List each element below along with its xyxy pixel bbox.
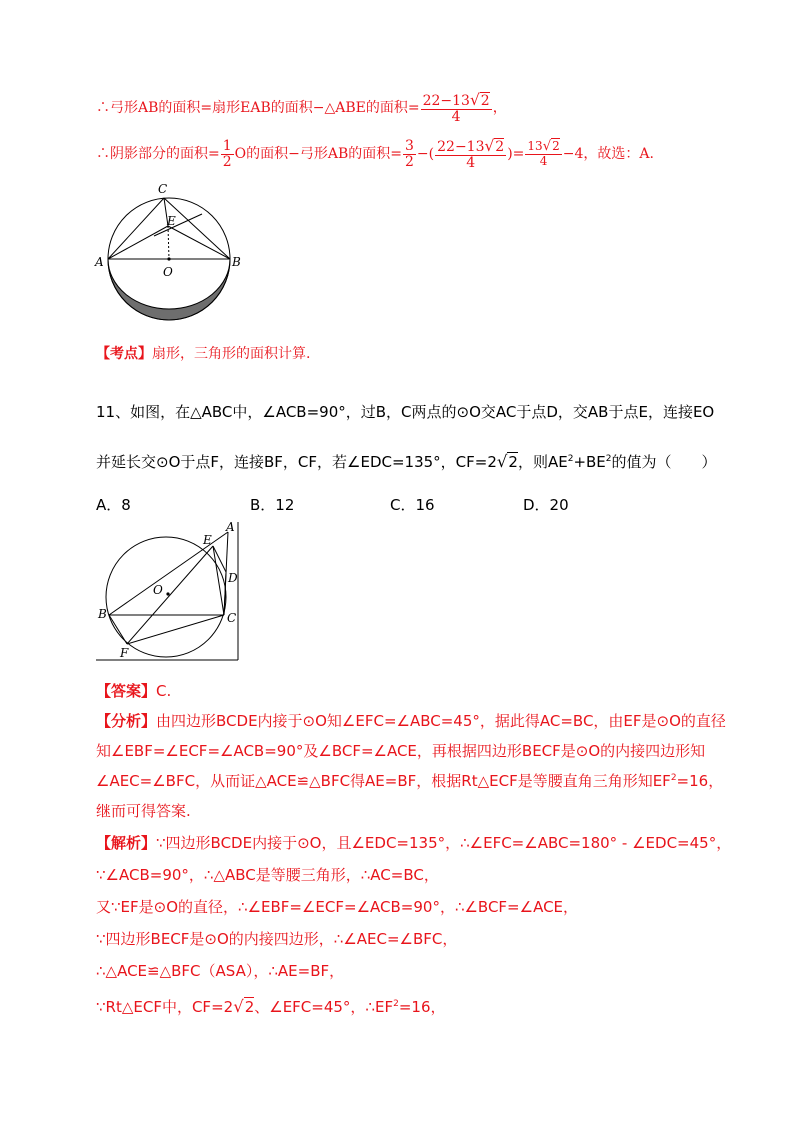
- segment-bc: [164, 198, 230, 259]
- line1-suffix: ，: [492, 100, 507, 117]
- analysis-text-3a: ∠AEC=∠BFC，从而证△ACE≌△BFC得AE=BF，根据Rt△ECF是等腰直角三角形知EF: [96, 772, 671, 790]
- analysis-tag: 【分析】: [96, 712, 157, 730]
- question-text-2d: 的值为（ ）: [611, 453, 717, 471]
- solution-line2: [96, 864, 439, 885]
- question-text-2c: +BE: [573, 453, 606, 471]
- solution-line1: [96, 832, 731, 853]
- line2-prefix: ∴阴影部分的面积=: [96, 146, 220, 163]
- line2-mid3: )=: [507, 146, 525, 163]
- solution-tag: 【解析】: [96, 834, 157, 852]
- solution-sup: 2: [393, 999, 399, 1009]
- label-o: O: [153, 583, 163, 597]
- fraction-segment: $\frac{22-13√2}{4}$: [437, 137, 505, 171]
- frac-num: 22−13: [422, 93, 470, 109]
- solution-text-1: ∵四边形BCDE内接于⊙O，且∠EDC=135°，∴∠EFC=∠ABC=180° - ∠EDC=45°，: [156, 834, 732, 852]
- line-shaded-area: [96, 138, 654, 170]
- solution-text-6c: =16，: [398, 998, 446, 1016]
- solution-line3: [96, 896, 578, 917]
- question-text-1: 11、如图，在△ABC中，∠ACB=90°，过B，C两点的⊙O交AC于点D，交AB于点E，连接EO: [96, 403, 715, 421]
- segment-bf: [109, 615, 127, 644]
- option-c: C．16: [390, 496, 435, 514]
- label-d: D: [228, 571, 238, 585]
- segment-ef: [127, 546, 213, 644]
- solution-text-6a: ∵Rt△ECF中，CF=2: [96, 998, 234, 1016]
- solution-text-2: ∵∠ACB=90°，∴△ABC是等腰三角形，∴AC=BC，: [96, 866, 439, 884]
- solution-line6: ∵Rt△ECF中，CF=2√2、∠EFC=45°，$\therefore EF^2=16$，: [96, 997, 446, 1016]
- question-line2: 并延长交⊙O于点F，连接BF，CF，若∠EDC=135°，CF=2√2，则$AE^2+BE^2$的值为（ ）: [96, 452, 717, 471]
- analysis-line3: [96, 770, 723, 791]
- question-line1: [96, 401, 714, 422]
- label-c: C: [158, 182, 168, 196]
- label-a: A: [95, 255, 104, 269]
- solution-text-3: 又∵EF是⊙O的直径，∴∠EBF=∠ECF=∠ACB=90°，∴∠BCF=∠ACE，: [96, 898, 579, 916]
- line2-suffix: −4，故选：A.: [562, 146, 654, 163]
- segment-fc: [127, 615, 224, 644]
- center-dot: [166, 592, 169, 595]
- option-b: B．12: [250, 496, 295, 514]
- fraction-half: $\frac{1}{2}$: [222, 138, 232, 170]
- label-f: F: [120, 646, 129, 660]
- analysis-line4: [96, 800, 191, 821]
- question-text-2b: ，则AE: [517, 453, 568, 471]
- analysis-text-1: 由四边形BCDE内接于⊙O知∠EFC=∠ABC=45°，据此得AC=BC，由EF是⊙O的直径: [156, 712, 726, 730]
- fraction-three-halves: $\frac{3}{2}$: [405, 138, 414, 170]
- solution-line4: [96, 928, 457, 949]
- dashed-eo: [168, 226, 169, 259]
- line2-mid1: O的面积−弓形AB的面积=: [234, 146, 402, 163]
- analysis-line2: [96, 740, 705, 761]
- fraction: $\frac{22-13√2}{4}$: [422, 91, 490, 125]
- label-b: B: [232, 255, 241, 269]
- figure-inscribed-quadrilateral: [92, 520, 247, 665]
- segment-ae: [108, 226, 168, 259]
- analysis-line1: [96, 710, 726, 731]
- center-dot: [167, 257, 170, 260]
- line1-prefix: ∴弓形AB的面积=扇形EAB的面积−△ABE的面积=: [96, 100, 420, 117]
- analysis-text-4: 继而可得答案.: [96, 802, 191, 820]
- fraction-result: $\frac{13√2}{4}$: [527, 139, 560, 169]
- solution-line5: [96, 960, 344, 981]
- solution-root: 2: [244, 998, 255, 1016]
- question-sup-2: 2: [605, 454, 612, 464]
- frac-den: 4: [451, 108, 461, 125]
- question-sup-1: 2: [567, 454, 574, 464]
- solution-text-4: ∵四边形BECF是⊙O的内接四边形，∴∠AEC=∠BFC，: [96, 930, 458, 948]
- solution-text-5: ∴△ACE≌△BFC（ASA），∴AE=BF，: [96, 962, 345, 980]
- label-a: A: [226, 520, 235, 534]
- label-e: E: [203, 533, 212, 547]
- figure-circle-segment: [90, 178, 260, 338]
- answer-line: [96, 680, 171, 701]
- option-d: D．20: [523, 496, 569, 514]
- label-o: O: [163, 265, 173, 279]
- line2-mid2: −(: [416, 146, 435, 163]
- line-segment-area: [96, 92, 507, 124]
- bisector-line: [154, 214, 202, 236]
- question-root: 2: [508, 453, 518, 471]
- kaodian-line: [96, 343, 310, 363]
- kaodian-text: 扇形，三角形的面积计算.: [152, 346, 311, 362]
- frac-root: 2: [480, 93, 490, 109]
- label-b: B: [98, 607, 107, 621]
- analysis-sup: 2: [670, 773, 677, 783]
- kaodian-tag: 【考点】: [96, 346, 152, 362]
- analysis-text-2: 知∠EBF=∠ECF=∠ACB=90°及∠BCF=∠ACE，再根据四边形BECF是⊙O的内接四边形知: [96, 742, 706, 760]
- label-c: C: [227, 611, 237, 625]
- solution-text-6b: 、∠EFC=45°，∴EF: [254, 998, 394, 1016]
- label-e: E: [167, 214, 176, 228]
- answer-text: C.: [156, 682, 172, 700]
- analysis-text-3b: =16，: [676, 772, 724, 790]
- question-text-2a: 并延长交⊙O于点F，连接BF，CF，若∠EDC=135°，CF=2: [96, 453, 497, 471]
- option-a: A．8: [96, 496, 131, 514]
- answer-tag: 【答案】: [96, 682, 157, 700]
